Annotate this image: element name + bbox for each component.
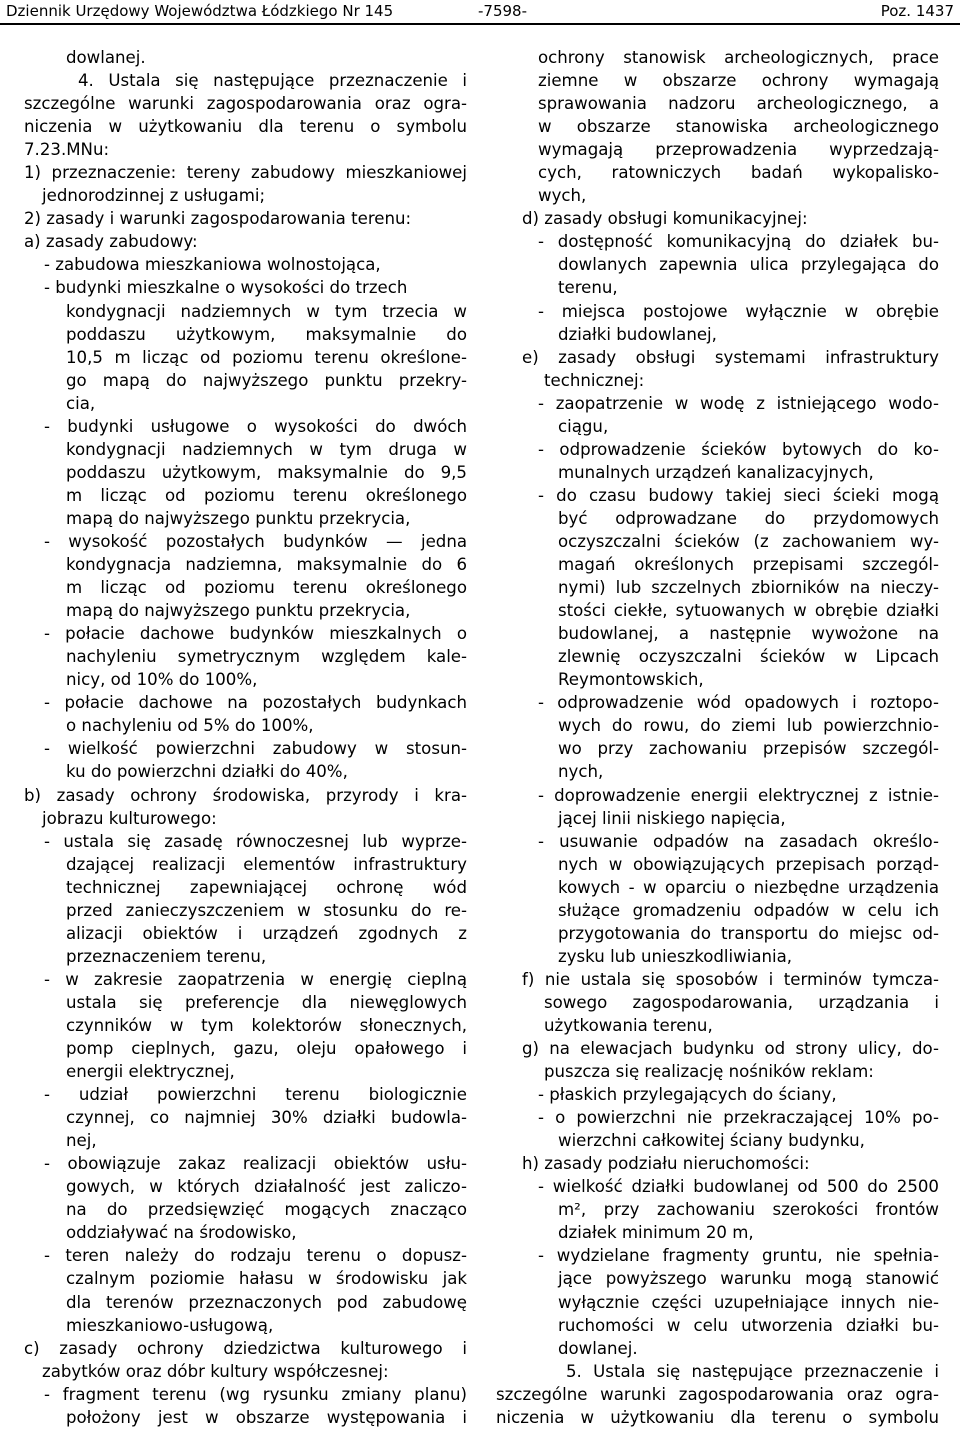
text-line: - fragment terenu (wg rysunku zmiany planu) xyxy=(44,1384,467,1404)
text-line: jednorodzinnej z usługami; xyxy=(42,186,266,206)
text-line: ruchomości w celu utworzenia działki bu- xyxy=(558,1315,939,1335)
text-line: m², przy zachowaniu szerokości frontów xyxy=(558,1200,939,1220)
text-line: gowych, w których działalność jest zaliczo- xyxy=(66,1177,467,1197)
text-line: a) zasady zabudowy: xyxy=(24,232,198,252)
text-line: terenu, xyxy=(558,278,618,298)
text-line: alizacji obiektów i urządzeń zgodnych z xyxy=(66,923,467,943)
text-line: być odprowadzane do przydomowych xyxy=(558,508,939,528)
text-line: ciągu, xyxy=(558,416,609,436)
text-line: zlewnię oczyszczalni ścieków w Lipcach xyxy=(558,647,939,667)
text-line: - połacie dachowe budynków mieszkalnych o xyxy=(44,624,467,644)
text-line: ku do powierzchni działki do 40%, xyxy=(66,762,348,782)
text-line: - ustala się zasadę równoczesnej lub wyprze- xyxy=(44,831,467,851)
text-line: f) nie ustala się sposobów i terminów tymcza- xyxy=(522,969,939,989)
text-line: nych, xyxy=(558,762,604,782)
text-line: zabytków oraz dóbr kultury współczesnej: xyxy=(42,1361,389,1381)
text-line: oddziaływać na środowisko, xyxy=(66,1223,297,1243)
text-line: g) na elewacjach budynku od strony ulicy, do- xyxy=(522,1039,939,1059)
text-line: - połacie dachowe na pozostałych budynkach xyxy=(44,693,467,713)
text-line: - budynki mieszkalne o wysokości do trzech xyxy=(44,278,408,298)
text-line: przygotowania do transportu do miejsc od- xyxy=(558,923,939,943)
text-line: - miejsca postojowe wyłącznie w obrębie xyxy=(538,301,939,321)
text-line: puszcza się realizację nośników reklam: xyxy=(544,1062,874,1082)
page-header xyxy=(0,0,960,24)
text-line: pomp cieplnych, gazu, oleju opałowego i xyxy=(66,1039,467,1059)
text-line: kondygnacja nadziemna, maksymalnie do 6 xyxy=(66,555,467,575)
text-line: - odprowadzenie wód opadowych i roztopo- xyxy=(538,693,939,713)
text-line: położony jest w obszarze występowania i xyxy=(66,1407,467,1427)
text-line: technicznej: xyxy=(544,370,645,390)
text-line: dowlanej. xyxy=(558,1338,638,1358)
text-line: mapą do najwyższego punktu przekrycia, xyxy=(66,601,411,621)
text-line: 5. Ustala się następujące przeznaczenie i xyxy=(566,1361,939,1381)
text-line: szczególne warunki zagospodarowania oraz ogra- xyxy=(24,94,467,114)
text-line: ochrony stanowisk archeologicznych, prace xyxy=(538,48,939,67)
text-line: - zaopatrzenie w wodę z istniejącego wodo- xyxy=(538,393,939,413)
text-line: d) zasady obsługi komunikacyjnej: xyxy=(522,209,808,229)
right-column xyxy=(496,46,939,1429)
text-line: jobrazu kulturowego: xyxy=(42,808,217,828)
text-line: - obowiązuje zakaz realizacji obiektów usłu- xyxy=(44,1154,467,1174)
text-line: działek minimum 20 m, xyxy=(558,1223,754,1243)
text-line: przeznaczeniem terenu, xyxy=(66,946,267,966)
text-line: - teren należy do rodzaju terenu o dopusz- xyxy=(44,1246,467,1266)
text-line: służące gromadzeniu odpadów w celu ich xyxy=(558,900,939,920)
text-line: go mapą do najwyższego punktu przekry- xyxy=(66,370,467,390)
text-line: 7.23.MNu: xyxy=(24,140,110,160)
text-line: ziemne w obszarze ochrony wymagają xyxy=(538,71,939,91)
text-line: nicy, od 10% do 100%, xyxy=(66,670,258,690)
text-line: technicznej zapewniającej ochronę wód xyxy=(66,877,467,897)
text-line: niczenia w użytkowaniu dla terenu o symbolu xyxy=(496,1407,939,1427)
text-line: przed zanieczyszczeniem w stosunku do re- xyxy=(66,900,467,920)
text-line: wierzchni całkowitej ściany budynku, xyxy=(558,1131,865,1151)
text-line: 10,5 m licząc od poziomu terenu określone- xyxy=(66,347,467,367)
text-line: czalnym poziomie hałasu w środowisku jak xyxy=(66,1269,467,1289)
text-line: sowego zagospodarowania, urządzania i xyxy=(544,992,939,1012)
text-line: mieszkaniowo-usługową, xyxy=(66,1315,274,1335)
text-line: wo przy zachowaniu przepisów szczegól- xyxy=(558,739,939,759)
text-line: - usuwanie odpadów na zasadach określo- xyxy=(538,831,939,851)
header-rule xyxy=(0,23,960,25)
text-line: czynników w tym kolektorów słonecznych, xyxy=(66,1015,467,1035)
text-line: 4. Ustala się następujące przeznaczenie i xyxy=(78,71,467,91)
text-line: munalnych urządzeń kanalizacyjnych, xyxy=(558,462,874,482)
text-line: szczególne warunki zagospodarowania oraz ogra- xyxy=(496,1384,939,1404)
text-line: czynnej, co najmniej 30% działki budowla- xyxy=(66,1108,467,1128)
text-line: - wielkość powierzchni zabudowy w stosun- xyxy=(44,739,467,759)
text-line: - zabudowa mieszkaniowa wolnostojąca, xyxy=(44,255,381,275)
text-line: - do czasu budowy takiej sieci ścieki mogą xyxy=(538,485,939,505)
text-line: - udział powierzchni terenu biologicznie xyxy=(44,1085,467,1105)
text-line: dowlanych zapewnia ulica przylegająca do xyxy=(558,255,939,275)
text-line: dowlanej. xyxy=(66,48,146,67)
text-line: wych, xyxy=(538,186,587,206)
text-line: na do przedsięwzięć mogących znacząco xyxy=(66,1200,467,1220)
text-line: sprawowania nadzoru archeologicznego, a xyxy=(538,94,939,114)
text-line: dzającej realizacji elementów infrastruktury xyxy=(66,854,467,874)
text-line: w obszarze stanowiska archeologicznego xyxy=(538,117,939,137)
text-line: m licząc od poziomu terenu określonego xyxy=(66,485,467,505)
text-line: - wydzielane fragmenty gruntu, nie spełnia- xyxy=(538,1246,939,1266)
text-line: mapą do najwyższego punktu przekrycia, xyxy=(66,508,411,528)
journal-title: Dziennik Urzędowy Województwa Łódzkiego Nr 145 xyxy=(6,2,394,20)
text-line: o nachyleniu od 5% do 100%, xyxy=(66,716,314,736)
page-number: -7598- xyxy=(478,2,527,20)
text-line: - dostępność komunikacyjną do działek bu- xyxy=(538,232,939,252)
text-line: poddaszu użytkowym, maksymalnie do xyxy=(66,324,467,344)
text-line: - doprowadzenie energii elektrycznej z istnie- xyxy=(538,785,939,805)
text-line: budowlanej, a następnie wywożone na xyxy=(558,624,939,644)
text-line: nej, xyxy=(66,1131,97,1151)
text-line: energii elektrycznej, xyxy=(66,1062,235,1082)
text-line: działki budowlanej, xyxy=(558,324,717,344)
text-line: wyłącznie części uzupełniające innych nie- xyxy=(558,1292,939,1312)
text-line: stości ciekłe, sytuowanych w obrębie działki xyxy=(558,601,939,621)
text-line: b) zasady ochrony środowiska, przyrody i kra- xyxy=(24,785,467,805)
text-line: kondygnacji nadziemnych w tym druga w xyxy=(66,439,467,459)
text-line: ustala się preferencje dla niewęglowych xyxy=(66,992,467,1012)
text-line: c) zasady ochrony dziedzictwa kulturowego i xyxy=(24,1338,467,1358)
text-line: jącej linii niskiego napięcia, xyxy=(558,808,786,828)
text-line: - płaskich przylegających do ściany, xyxy=(538,1085,837,1105)
text-line: m licząc od poziomu terenu określonego xyxy=(66,578,467,598)
text-line: dla terenów przeznaczonych pod zabudowę xyxy=(66,1292,467,1312)
text-line: kondygnacji nadziemnych w tym trzecia w xyxy=(66,301,467,321)
text-line: h) zasady podziału nieruchomości: xyxy=(522,1154,810,1174)
text-line: - wysokość pozostałych budynków — jedna xyxy=(44,531,467,551)
text-line: wymagają przeprowadzenia wyprzedzają- xyxy=(538,140,939,160)
text-line: kowych - w oparciu o niezbędne urządzenia xyxy=(558,877,939,897)
text-line: Reymontowskich, xyxy=(558,670,704,690)
text-line: e) zasady obsługi systemami infrastruktury xyxy=(522,347,939,367)
text-line: magań określonych przepisami szczegól- xyxy=(558,555,939,575)
text-line: wych do rowu, do ziemi lub powierzchnio- xyxy=(558,716,939,736)
text-line: - wielkość działki budowlanej od 500 do 2500 xyxy=(538,1177,939,1197)
position-number: Poz. 1437 xyxy=(880,2,954,20)
text-line: nymi) lub szczelnych zbiorników na nieczy- xyxy=(558,578,939,598)
text-line: - odprowadzenie ścieków bytowych do ko- xyxy=(538,439,939,459)
text-line: użytkowania terenu, xyxy=(544,1015,713,1035)
text-line: niczenia w użytkowaniu dla terenu o symbolu xyxy=(24,117,467,137)
text-line: nachyleniu symetrycznym względem kale- xyxy=(66,647,467,667)
text-line: zysku lub unieszkodliwiania, xyxy=(558,946,793,966)
text-line: 2) zasady i warunki zagospodarowania terenu: xyxy=(24,209,412,229)
text-line: - w zakresie zaopatrzenia w energię cieplną xyxy=(44,969,467,989)
text-line: oczyszczalni ścieków (z zachowaniem wy- xyxy=(558,531,939,551)
text-line: nych w obowiązujących przepisach porząd- xyxy=(558,854,939,874)
text-line: - o powierzchni nie przekraczającej 10% po- xyxy=(538,1108,939,1128)
text-line: 1) przeznaczenie: tereny zabudowy mieszkaniowej xyxy=(24,163,467,183)
text-line: poddaszu użytkowym, maksymalnie do 9,5 xyxy=(66,462,467,482)
text-line: cia, xyxy=(66,393,96,413)
left-column xyxy=(24,46,467,1429)
text-line: cych, ratowniczych badań wykopalisko- xyxy=(538,163,939,183)
text-line: - budynki usługowe o wysokości do dwóch xyxy=(44,416,467,436)
text-line: jące powyższego warunku mogą stanowić xyxy=(558,1269,939,1289)
